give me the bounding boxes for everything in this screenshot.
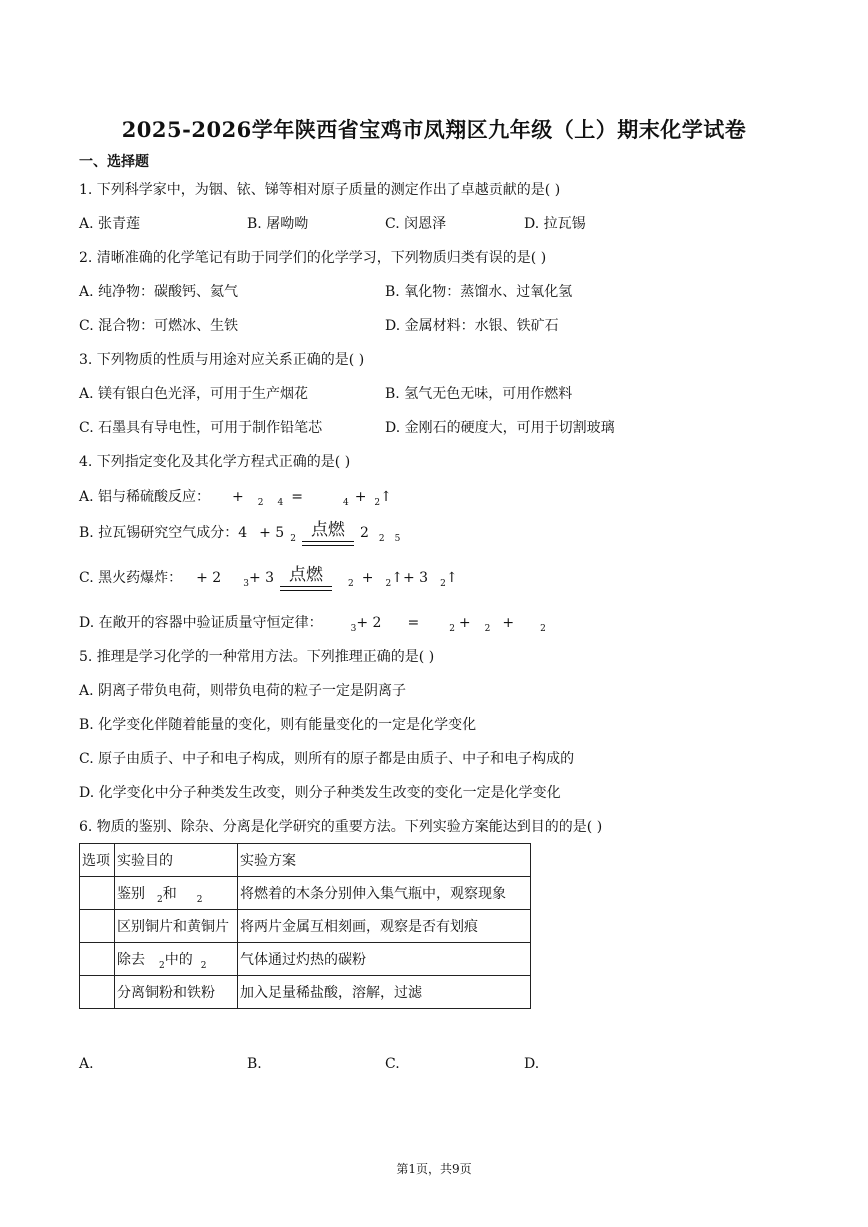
question-4-stem: 4. 下列指定变化及其化学方程式正确的是( ) [79, 454, 351, 470]
table-cell-plan: 将燃着的木条分别伸入集气瓶中，观察现象 [238, 877, 531, 910]
table-row [80, 976, 531, 1009]
table-cell-plan: 气体通过灼热的碳粉 [238, 943, 531, 976]
table-cell-option [80, 877, 115, 910]
question-4-option-c: C. 黑火药爆炸： + 2 $_3$+ 3 点燃 $_2$ + $_2$↑+ 3 $_2$↑ [79, 565, 458, 589]
question-6-option-c: C. [385, 1056, 400, 1072]
table-cell-plan: 加入足量稀盐酸，溶解，过滤 [238, 976, 531, 1009]
experiment-table [79, 843, 531, 1009]
question-2-option-a: A. 纯净物：碳酸钙、氦气 [79, 284, 239, 300]
page-footer: 第1页，共9页 [396, 1162, 472, 1176]
question-5-option-b: B. 化学变化伴随着能量的变化，则有能量变化的一定是化学变化 [79, 717, 477, 733]
question-3-option-a: A. 镁有银白色光泽，可用于生产烟花 [79, 386, 309, 402]
question-5-option-a: A. 阴离子带负电荷，则带负电荷的粒子一定是阴离子 [79, 683, 407, 699]
question-5-option-d: D. 化学变化中分子种类发生改变，则分子种类发生改变的变化一定是化学变化 [79, 785, 561, 801]
section-heading: 一、选择题 [79, 154, 149, 170]
question-1-option-b: B. 屠呦呦 [247, 216, 309, 232]
question-2-option-b: B. 氧化物：蒸馏水、过氧化氢 [385, 284, 573, 300]
question-1-option-d: D. 拉瓦锡 [524, 216, 586, 232]
question-3-option-c: C. 石墨具有导电性，可用于制作铅笔芯 [79, 420, 323, 436]
question-4-option-d: D. 在敞开的容器中验证质量守恒定律： $_3$+ 2 = $_2$ + $_2$ + $_2$ [79, 615, 546, 634]
table-row [80, 943, 531, 976]
question-1-option-c: C. 闵恩泽 [385, 216, 447, 232]
question-3-option-b: B. 氢气无色无味，可用作燃料 [385, 386, 573, 402]
condition-equals-sign: 点燃 [302, 520, 354, 546]
question-1-option-a: A. 张青莲 [79, 216, 141, 232]
table-cell-plan: 将两片金属互相刻画，观察是否有划痕 [238, 910, 531, 943]
table-header: 实验方案 [238, 844, 531, 877]
question-6-option-a: A. [79, 1056, 94, 1072]
table-row [80, 910, 531, 943]
table-header: 选项 [80, 844, 115, 877]
table-cell-goal: 鉴别 $_2$和 $_2$ [115, 877, 238, 910]
question-3-option-d: D. 金刚石的硬度大，可用于切割玻璃 [385, 420, 615, 436]
table-cell-option [80, 976, 115, 1009]
question-6-stem: 6. 物质的鉴别、除杂、分离是化学研究的重要方法。下列实验方案能达到目的的是( ) [79, 819, 603, 835]
question-4-option-b: B. 拉瓦锡研究空气成分：4 + 5 $_2$ 点燃 2 $_2$ $_5$ [79, 520, 401, 544]
question-5-stem: 5. 推理是学习化学的一种常用方法。下列推理正确的是( ) [79, 649, 435, 665]
table-header-row [80, 844, 531, 877]
question-3-stem: 3. 下列物质的性质与用途对应关系正确的是( ) [79, 352, 365, 368]
table-cell-goal: 区别铜片和黄铜片 [115, 910, 238, 943]
table-row [80, 877, 531, 910]
question-6-option-d: D. [524, 1056, 540, 1072]
question-1-stem: 1. 下列科学家中，为铟、铱、锑等相对原子质量的测定作出了卓越贡献的是( ) [79, 182, 561, 198]
question-5-option-c: C. 原子由质子、中子和电子构成，则所有的原子都是由质子、中子和电子构成的 [79, 751, 575, 767]
table-cell-goal: 分离铜粉和铁粉 [115, 976, 238, 1009]
page-title: 2025-2026学年陕西省宝鸡市凤翔区九年级（上）期末化学试卷 [121, 117, 747, 142]
option-label: A. 铝与稀硫酸反应： [79, 489, 211, 505]
question-2-stem: 2. 清晰准确的化学笔记有助于同学们的化学学习，下列物质归类有误的是( ) [79, 250, 547, 266]
table-header: 实验目的 [115, 844, 238, 877]
question-2-option-c: C. 混合物：可燃冰、生铁 [79, 318, 239, 334]
question-4-option-a: A. 铝与稀硫酸反应： + $_2$ $_4$ = $_4$ + $_2$↑ [79, 489, 392, 508]
table-cell-option [80, 910, 115, 943]
table-cell-goal: 除去 $_2$中的 $_2$ [115, 943, 238, 976]
condition-equals-sign: 点燃 [280, 565, 332, 591]
table-cell-option [80, 943, 115, 976]
question-2-option-d: D. 金属材料：水银、铁矿石 [385, 318, 559, 334]
question-6-option-b: B. [247, 1056, 262, 1072]
